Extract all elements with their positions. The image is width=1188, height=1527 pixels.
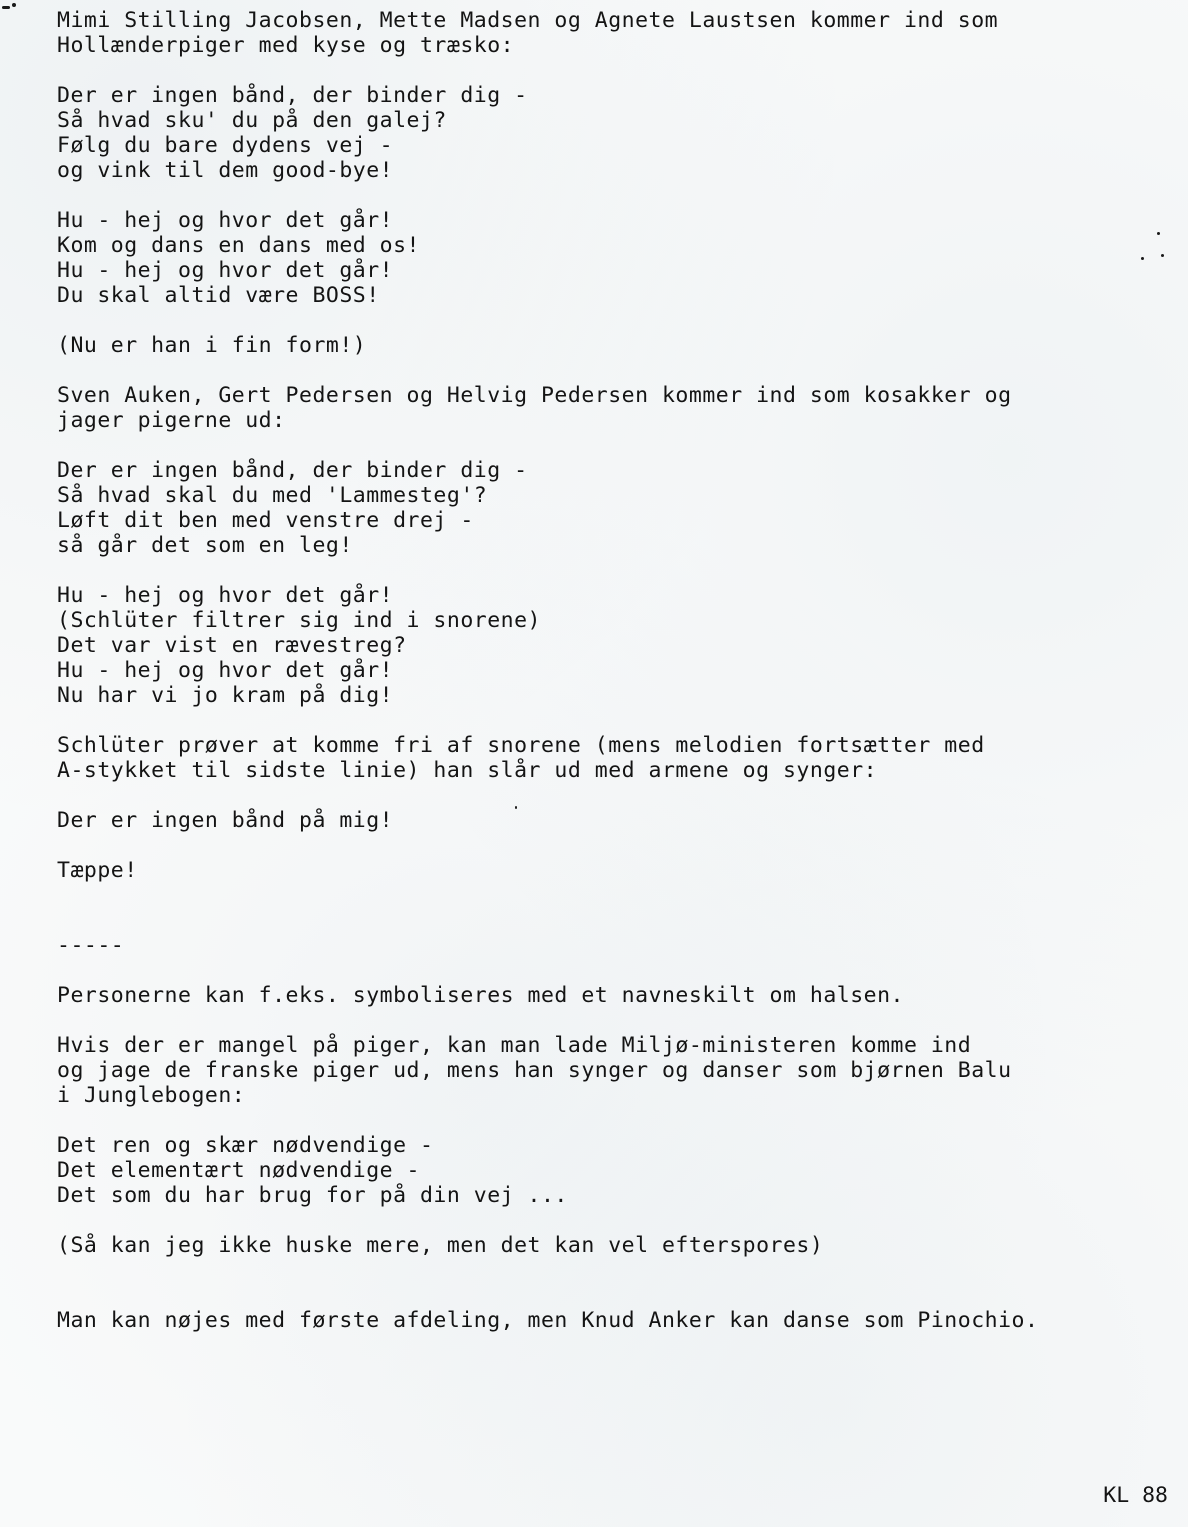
text-line: A-stykket til sidste linie) han slår ud med armene og synger: xyxy=(57,758,878,783)
text-line: Du skal altid være BOSS! xyxy=(57,283,380,308)
text-line: Løft dit ben med venstre drej - xyxy=(57,508,474,533)
text-line: Tæppe! xyxy=(57,858,138,883)
text-line: og vink til dem good-bye! xyxy=(57,158,394,183)
text-line: Der er ingen bånd på mig! xyxy=(57,808,394,833)
text-line: Hu - hej og hvor det går! xyxy=(57,208,394,233)
text-line: Hu - hej og hvor det går! xyxy=(57,658,394,683)
text-line: Sven Auken, Gert Pedersen og Helvig Pedersen kommer ind som kosakker og xyxy=(57,383,1012,408)
text-line: Kom og dans en dans med os! xyxy=(57,233,420,258)
text-line: jager pigerne ud: xyxy=(57,408,286,433)
text-line: Der er ingen bånd, der binder dig - xyxy=(57,83,528,108)
text-line: Schlüter prøver at komme fri af snorene (mens melodien fortsætter med xyxy=(57,733,985,758)
text-line: (Nu er han i fin form!) xyxy=(57,333,367,358)
text-line: Mimi Stilling Jacobsen, Mette Madsen og Agnete Laustsen kommer ind som xyxy=(57,8,999,33)
text-line: Det ren og skær nødvendige - xyxy=(57,1133,434,1158)
text-line: så går det som en leg! xyxy=(57,533,353,558)
text-line: Hollænderpiger med kyse og træsko: xyxy=(57,33,515,58)
text-line: og jage de franske piger ud, mens han synger og danser som bjørnen Balu xyxy=(57,1058,1012,1083)
scan-speck xyxy=(1157,232,1160,235)
text-line: Man kan nøjes med første afdeling, men Knud Anker kan danse som Pinochio. xyxy=(57,1308,1039,1333)
text-line: Nu har vi jo kram på dig! xyxy=(57,683,394,708)
text-line: Det var vist en rævestreg? xyxy=(57,633,407,658)
text-line: Så hvad sku' du på den galej? xyxy=(57,108,447,133)
text-line: i Junglebogen: xyxy=(57,1083,246,1108)
scan-speck xyxy=(2,6,10,9)
text-line: Så hvad skal du med 'Lammesteg'? xyxy=(57,483,488,508)
separator-dashes: ----- xyxy=(57,933,125,958)
text-line: (Schlüter filtrer sig ind i snorene) xyxy=(57,608,541,633)
scan-speck xyxy=(1141,257,1144,260)
scan-speck xyxy=(1161,254,1164,257)
text-line: Hu - hej og hvor det går! xyxy=(57,258,394,283)
text-line: Hvis der er mangel på piger, kan man lade Miljø-ministeren komme ind xyxy=(57,1033,972,1058)
scan-speck xyxy=(515,806,517,809)
text-line: Følg du bare dydens vej - xyxy=(57,133,394,158)
text-line: Det elementært nødvendige - xyxy=(57,1158,420,1183)
text-line: Det som du har brug for på din vej ... xyxy=(57,1183,568,1208)
text-line: (Så kan jeg ikke huske mere, men det kan vel efterspores) xyxy=(57,1233,824,1258)
text-line: Personerne kan f.eks. symboliseres med et navneskilt om halsen. xyxy=(57,983,904,1008)
page-footer-initials: KL 88 xyxy=(1103,1483,1168,1508)
scan-speck xyxy=(12,3,16,7)
text-line: Hu - hej og hvor det går! xyxy=(57,583,394,608)
text-line: Der er ingen bånd, der binder dig - xyxy=(57,458,528,483)
